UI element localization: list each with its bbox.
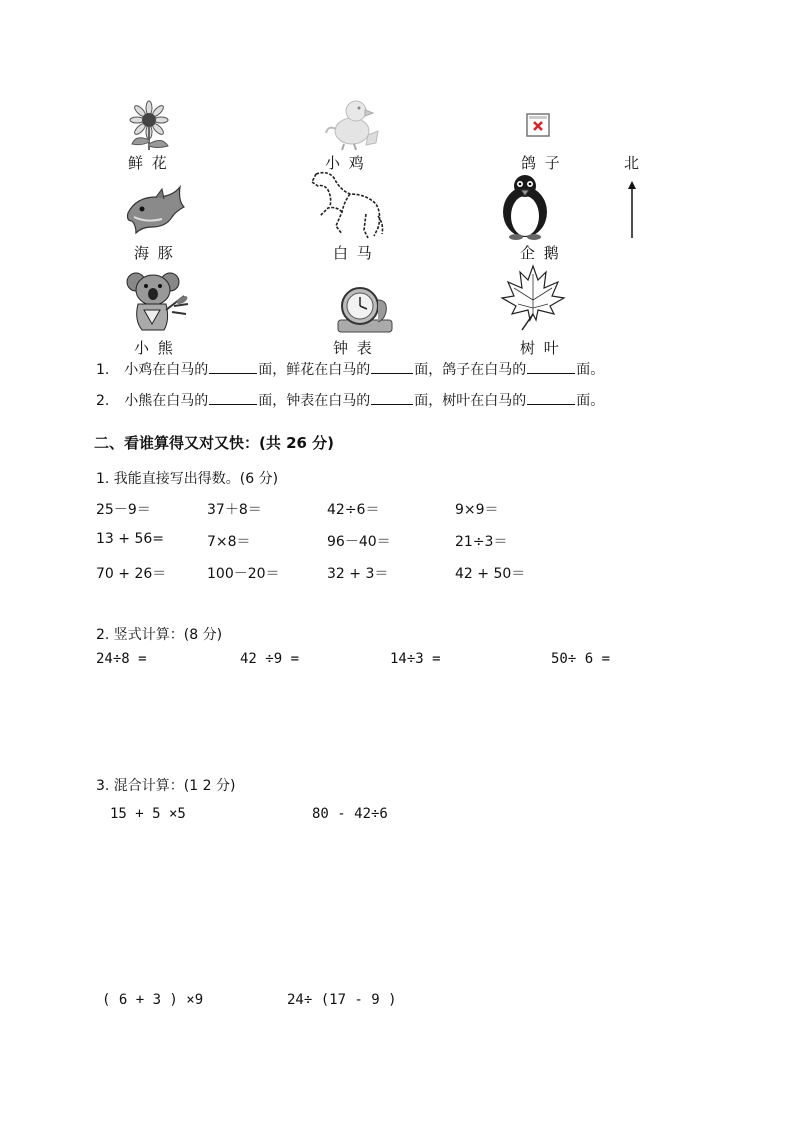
question-2-text-c: 面，树叶在白马的: [414, 393, 527, 409]
calc-item: 100－20＝: [207, 566, 280, 582]
vertical-calc-item: 24÷8 =: [96, 651, 147, 667]
vertical-calc-item: 50÷ 6 =: [551, 651, 611, 667]
calc-item: 32 + 3＝: [327, 566, 389, 582]
mixed-calc-item: 24÷ (17 - 9 ): [287, 992, 397, 1008]
question-2-text-b: 面，钟表在白马的: [258, 393, 371, 409]
caption-bear: 小 熊: [134, 339, 175, 357]
section-2-title: 二、看谁算得又对又快：(共 26 分): [94, 434, 335, 452]
part-1-title: 1. 我能直接写出得数。(6 分): [96, 471, 279, 487]
flower-icon: [124, 100, 174, 152]
mixed-calc-item: 80 - 42÷6: [312, 806, 388, 822]
answer-blank[interactable]: [527, 359, 575, 374]
question-1-number: 1.: [96, 362, 110, 378]
question-1-text-b: 面，鲜花在白马的: [258, 362, 371, 378]
caption-flower: 鲜 花: [128, 154, 169, 172]
answer-blank[interactable]: [527, 390, 575, 405]
question-2-text-a: 小熊在白马的: [124, 393, 209, 409]
dolphin-icon: [122, 183, 188, 239]
question-2: [96, 390, 604, 410]
calc-item: 37＋8＝: [207, 502, 262, 518]
calc-item: 21÷3＝: [455, 534, 508, 550]
mixed-calc-item: ( 6 + 3 ) ×9: [102, 992, 204, 1008]
caption-dolphin: 海 豚: [134, 244, 175, 262]
broken-image-icon: [526, 113, 550, 137]
answer-blank[interactable]: [209, 390, 257, 405]
mixed-calc-item: 15 + 5 ×5: [110, 806, 186, 822]
answer-blank[interactable]: [371, 390, 413, 405]
answer-blank[interactable]: [371, 359, 413, 374]
caption-penguin: 企 鹅: [520, 244, 561, 262]
caption-chick: 小 鸡: [325, 154, 366, 172]
question-1: [96, 359, 604, 379]
calc-item: 7×8＝: [207, 534, 251, 550]
question-1-text-d: 面。: [576, 362, 605, 378]
calc-item: 13 + 56=: [96, 531, 164, 547]
calc-item: 9×9＝: [455, 502, 499, 518]
leaf-icon: [500, 264, 566, 334]
caption-leaf: 树 叶: [520, 339, 561, 357]
calc-item: 70 + 26＝: [96, 566, 167, 582]
answer-blank[interactable]: [209, 359, 257, 374]
caption-horse: 白 马: [333, 244, 374, 262]
calc-item: 42÷6＝: [327, 502, 380, 518]
question-1-text-a: 小鸡在白马的: [124, 362, 209, 378]
question-2-number: 2.: [96, 393, 110, 409]
calc-item: 42 + 50＝: [455, 566, 526, 582]
chick-icon: [318, 95, 382, 151]
part-2-title: 2. 竖式计算：(8 分): [96, 627, 223, 643]
question-2-text-d: 面。: [576, 393, 605, 409]
bear-icon: [124, 270, 192, 334]
vertical-calc-item: 42 ÷9 =: [240, 651, 300, 667]
vertical-calc-item: 14÷3 =: [390, 651, 441, 667]
horse-icon: [306, 168, 386, 240]
north-label: 北: [624, 154, 642, 172]
calc-item: 25－9＝: [96, 502, 151, 518]
part-3-title: 3. 混合计算：(1 2 分): [96, 778, 236, 794]
penguin-icon: [496, 172, 554, 240]
north-arrow-icon: [624, 180, 640, 240]
calc-item: 96－40＝: [327, 534, 391, 550]
caption-pigeon: 鸽 子: [521, 154, 562, 172]
question-1-text-c: 面，鸽子在白马的: [414, 362, 527, 378]
caption-clock: 钟 表: [333, 339, 374, 357]
clock-icon: [334, 280, 396, 334]
